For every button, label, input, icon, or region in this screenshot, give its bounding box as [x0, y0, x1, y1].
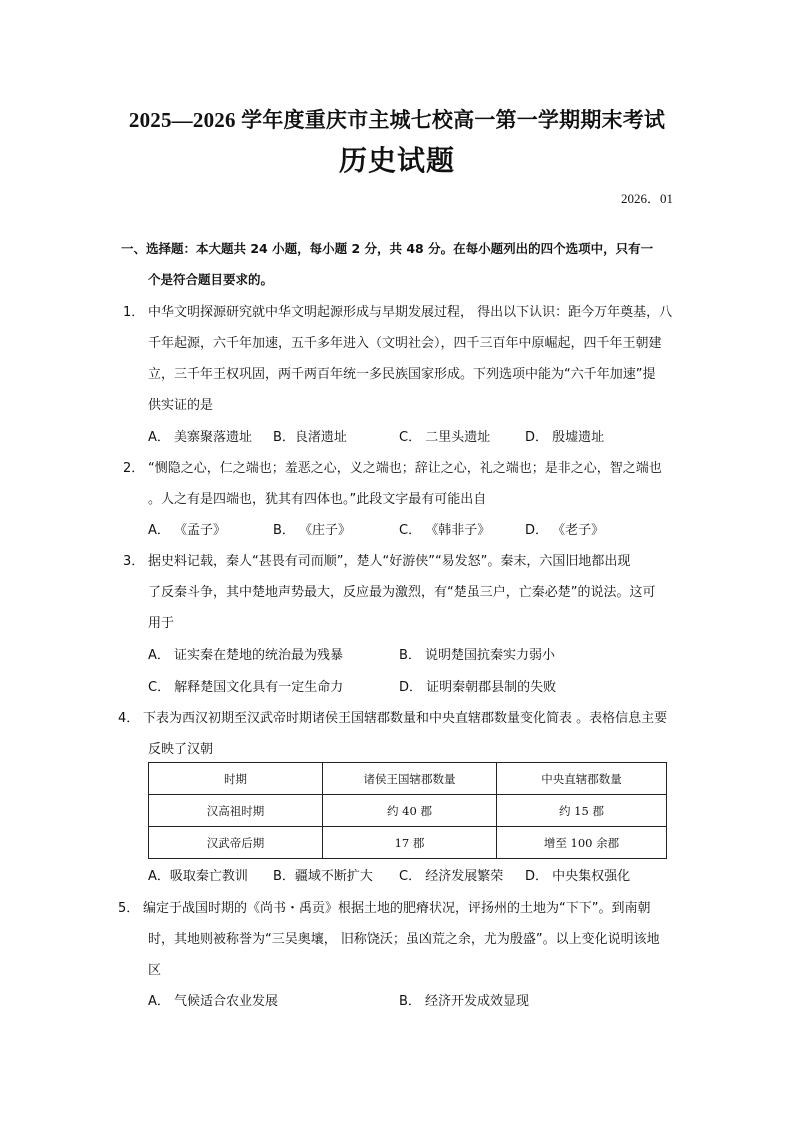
question-text-line: 了反秦斗争，其中楚地声势最大，反应最为激烈，有“楚虽三户，亡秦必楚”的说法。这可 [148, 585, 656, 600]
option-a: A．吸取秦亡教训 [148, 869, 248, 884]
question-text-line: 据史料记载，秦人“甚畏有司而顺”，楚人“好游侠”“易发怒”。秦末，六国旧地都出现 [148, 554, 631, 569]
option-a: A． 气候适合农业发展 [148, 994, 279, 1009]
option-b: B．良渚遗址 [273, 430, 347, 445]
question-text-line: 中华文明探源研究就中华文明起源形成与早期发展过程， 得出以下认识：距今万年奠基，八 [148, 305, 673, 320]
question-number: 3． [123, 554, 145, 569]
question-text-line: 时，其地则被称誉为“三吴奥壤， 旧称饶沃；虽凶荒之余，尤为殷盛”。以上变化说明该地 [148, 932, 660, 947]
question-text-line: 反映了汉朝 [148, 742, 214, 757]
question-text-line: 编定于战国时期的《尚书・禹贡》根据土地的肥瘠状况，评扬州的土地为“下下”。到南朝 [143, 901, 651, 916]
table-cell: 约 15 郡 [497, 795, 667, 827]
table-header-cell: 中央直辖郡数量 [497, 763, 667, 795]
question-text-line: 供实证的是 [148, 398, 214, 413]
table-cell: 约 40 郡 [323, 795, 497, 827]
section-heading-line2: 个是符合题目要求的。 [148, 272, 274, 287]
option-b: B． 《庄子》 [273, 523, 352, 538]
question-number: 1． [123, 305, 145, 320]
table-cell: 增至 100 余郡 [497, 827, 667, 859]
question-text-line: 区 [148, 963, 162, 978]
table-header-cell: 时期 [149, 763, 323, 795]
option-d: D． 中央集权强化 [525, 869, 631, 884]
option-c: C． 解释楚国文化具有一定生命力 [148, 680, 344, 695]
section-heading-line1: 一、选择题：本大题共 24 小题，每小题 2 分，共 48 分。在每小题列出的四个选项中，只有一 [121, 241, 654, 256]
option-a: A． 证实秦在楚地的统治最为残暴 [148, 648, 344, 663]
exam-subtitle: 历史试题 [338, 144, 455, 177]
table-cell: 汉武帝后期 [149, 827, 323, 859]
option-b: B．疆域不断扩大 [273, 869, 373, 884]
question-text-line: “恻隐之心，仁之端也；羞恶之心，义之端也；辞让之心，礼之端也；是非之心，智之端也 [148, 461, 662, 476]
option-d: D． 证明秦朝郡县制的失败 [399, 680, 557, 695]
table-header-cell: 诸侯王国辖郡数量 [323, 763, 497, 795]
option-c: C． 《韩非子》 [399, 523, 491, 538]
table-cell: 17 郡 [323, 827, 497, 859]
question-number: 4． [118, 711, 140, 726]
table-header-row [149, 763, 667, 795]
data-table [148, 762, 667, 859]
table-row [149, 795, 667, 827]
question-number: 5． [118, 901, 140, 916]
exam-title: 2025—2026 学年度重庆市主城七校高一第一学期期末考试 [128, 108, 666, 132]
table-cell: 汉高祖时期 [149, 795, 323, 827]
exam-date: 2026．01 [620, 191, 673, 206]
question-number: 2． [123, 461, 145, 476]
question-text-line: 立，三千年王权巩固，两千两百年统一多民族国家形成。下列选项中能为“六千年加速”提 [148, 367, 656, 382]
option-a: A． 《孟子》 [148, 523, 227, 538]
question-text-line: 下表为西汉初期至汉武帝时期诸侯王国辖郡数量和中央直辖郡数量变化简表 。表格信息主要 [143, 711, 668, 726]
option-a: A． 美寨聚落遗址 [148, 430, 253, 445]
question-text-line: 千年起源，六千年加速，五千多年进入（文明社会），四千三百年中原崛起，四千年王朝建 [148, 336, 662, 351]
option-d: D． 殷墟遗址 [525, 430, 605, 445]
table-row [149, 827, 667, 859]
question-text-line: 。人之有是四端也，犹其有四体也。”此段文字最有可能出自 [148, 492, 487, 507]
option-b: B． 说明楚国抗秦实力弱小 [399, 648, 556, 663]
option-d: D． 《老子》 [525, 523, 605, 538]
question-text-line: 用于 [148, 616, 175, 631]
option-c: C． 二里头遗址 [399, 430, 491, 445]
option-c: C． 经济发展繁荣 [399, 869, 504, 884]
option-b: B． 经济开发成效显现 [399, 994, 530, 1009]
